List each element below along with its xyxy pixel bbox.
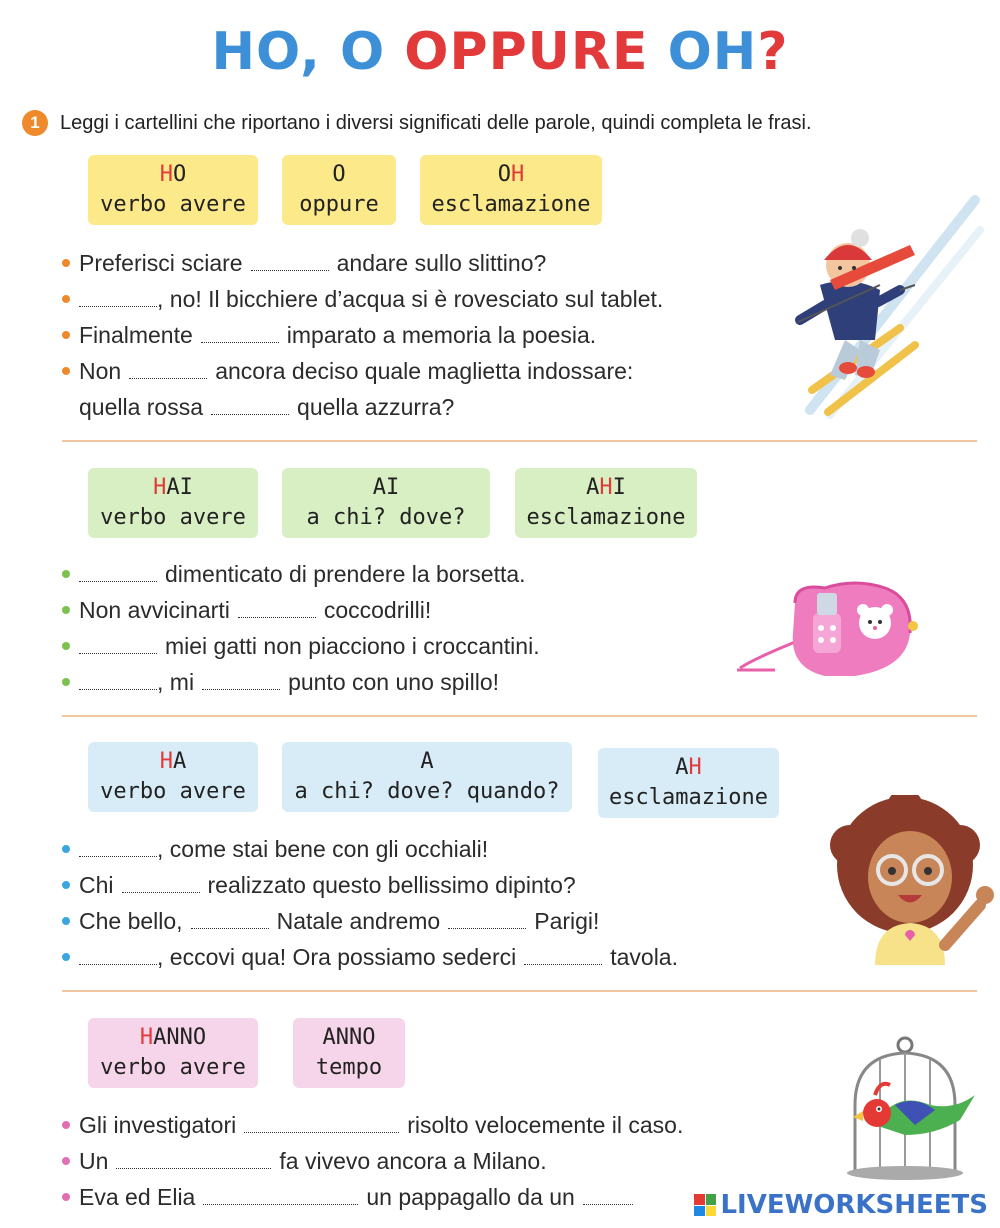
skier-illustration bbox=[790, 190, 990, 425]
answer-blank[interactable] bbox=[524, 963, 602, 965]
bullet bbox=[62, 953, 70, 961]
sentence: Non avvicinarti coccodrilli! bbox=[62, 597, 431, 624]
answer-blank[interactable] bbox=[202, 688, 280, 690]
bullet bbox=[62, 1121, 70, 1129]
bullet bbox=[62, 678, 70, 686]
instruction bbox=[22, 110, 812, 136]
section-divider bbox=[62, 440, 977, 442]
answer-blank[interactable] bbox=[129, 377, 207, 379]
answer-blank[interactable] bbox=[244, 1131, 399, 1133]
bullet bbox=[62, 331, 70, 339]
answer-blank[interactable] bbox=[79, 855, 157, 857]
card-hai: HAI verbo avere bbox=[88, 468, 258, 538]
bullet bbox=[62, 917, 70, 925]
page-title: HO, O OPPURE OH? bbox=[211, 22, 789, 82]
instruction-text: Leggi i cartellini che riportano i diversi significati delle parole, quindi completa le frasi. bbox=[60, 111, 812, 134]
liveworksheets-watermark: LIVEWORKSHEETS bbox=[694, 1190, 988, 1220]
sentence: Chi realizzato questo bellissimo dipinto? bbox=[62, 872, 576, 899]
sentence: , mi punto con uno spillo! bbox=[62, 669, 499, 696]
bullet bbox=[62, 1157, 70, 1165]
sentence: , eccovi qua! Ora possiamo sederci tavola. bbox=[62, 944, 678, 971]
bullet bbox=[62, 881, 70, 889]
card-a: A a chi? dove? quando? bbox=[282, 742, 572, 812]
answer-blank[interactable] bbox=[79, 305, 157, 307]
sentence: Preferisci sciare andare sullo slittino? bbox=[62, 250, 546, 277]
answer-blank[interactable] bbox=[251, 269, 329, 271]
card-oh: OH esclamazione bbox=[420, 155, 602, 225]
card-ahi: AHI esclamazione bbox=[515, 468, 697, 538]
answer-blank[interactable] bbox=[116, 1167, 271, 1169]
exercise-number-badge: 1 bbox=[22, 110, 48, 136]
bag-illustration bbox=[735, 578, 920, 683]
sentence: Eva ed Elia un pappagallo da un bbox=[62, 1184, 641, 1211]
sentence: dimenticato di prendere la borsetta. bbox=[62, 561, 526, 588]
bullet bbox=[62, 295, 70, 303]
answer-blank[interactable] bbox=[122, 891, 200, 893]
answer-blank[interactable] bbox=[203, 1203, 358, 1205]
sentence: miei gatti non piacciono i croccantini. bbox=[62, 633, 540, 660]
bullet bbox=[62, 845, 70, 853]
card-anno: ANNO tempo bbox=[293, 1018, 405, 1088]
parrot-cage-illustration bbox=[835, 1035, 985, 1180]
sentence: Che bello, Natale andremo Parigi! bbox=[62, 908, 599, 935]
bullet bbox=[62, 642, 70, 650]
bullet bbox=[62, 570, 70, 578]
answer-blank[interactable] bbox=[583, 1203, 633, 1205]
answer-blank[interactable] bbox=[79, 652, 157, 654]
sentence: Un fa vivevo ancora a Milano. bbox=[62, 1148, 547, 1175]
bullet bbox=[62, 606, 70, 614]
card-ah: AH esclamazione bbox=[598, 748, 779, 818]
sentence: Gli investigatori risolto velocemente il caso. bbox=[62, 1112, 683, 1139]
card-ho: HO verbo avere bbox=[88, 155, 258, 225]
girl-with-glasses-illustration bbox=[830, 795, 1000, 965]
bullet bbox=[62, 1193, 70, 1201]
answer-blank[interactable] bbox=[238, 616, 316, 618]
bullet bbox=[62, 259, 70, 267]
answer-blank[interactable] bbox=[79, 580, 157, 582]
bullet bbox=[62, 367, 70, 375]
answer-blank[interactable] bbox=[448, 927, 526, 929]
section-divider bbox=[62, 715, 977, 717]
answer-blank[interactable] bbox=[79, 688, 157, 690]
liveworksheets-logo-icon bbox=[694, 1194, 716, 1216]
sentence: , no! Il bicchiere d’acqua si è rovesciato sul tablet. bbox=[62, 286, 663, 313]
sentence: Non ancora deciso quale maglietta indossare: bbox=[62, 358, 633, 385]
answer-blank[interactable] bbox=[201, 341, 279, 343]
sentence: Finalmente imparato a memoria la poesia. bbox=[62, 322, 596, 349]
card-o: O oppure bbox=[282, 155, 396, 225]
answer-blank[interactable] bbox=[211, 413, 289, 415]
card-ha: HA verbo avere bbox=[88, 742, 258, 812]
answer-blank[interactable] bbox=[79, 963, 157, 965]
sentence-continuation: quella rossa quella azzurra? bbox=[79, 394, 455, 420]
sentence: , come stai bene con gli occhiali! bbox=[62, 836, 488, 863]
answer-blank[interactable] bbox=[191, 927, 269, 929]
card-ai: AI a chi? dove? bbox=[282, 468, 490, 538]
section-divider bbox=[62, 990, 977, 992]
card-hanno: HANNO verbo avere bbox=[88, 1018, 258, 1088]
